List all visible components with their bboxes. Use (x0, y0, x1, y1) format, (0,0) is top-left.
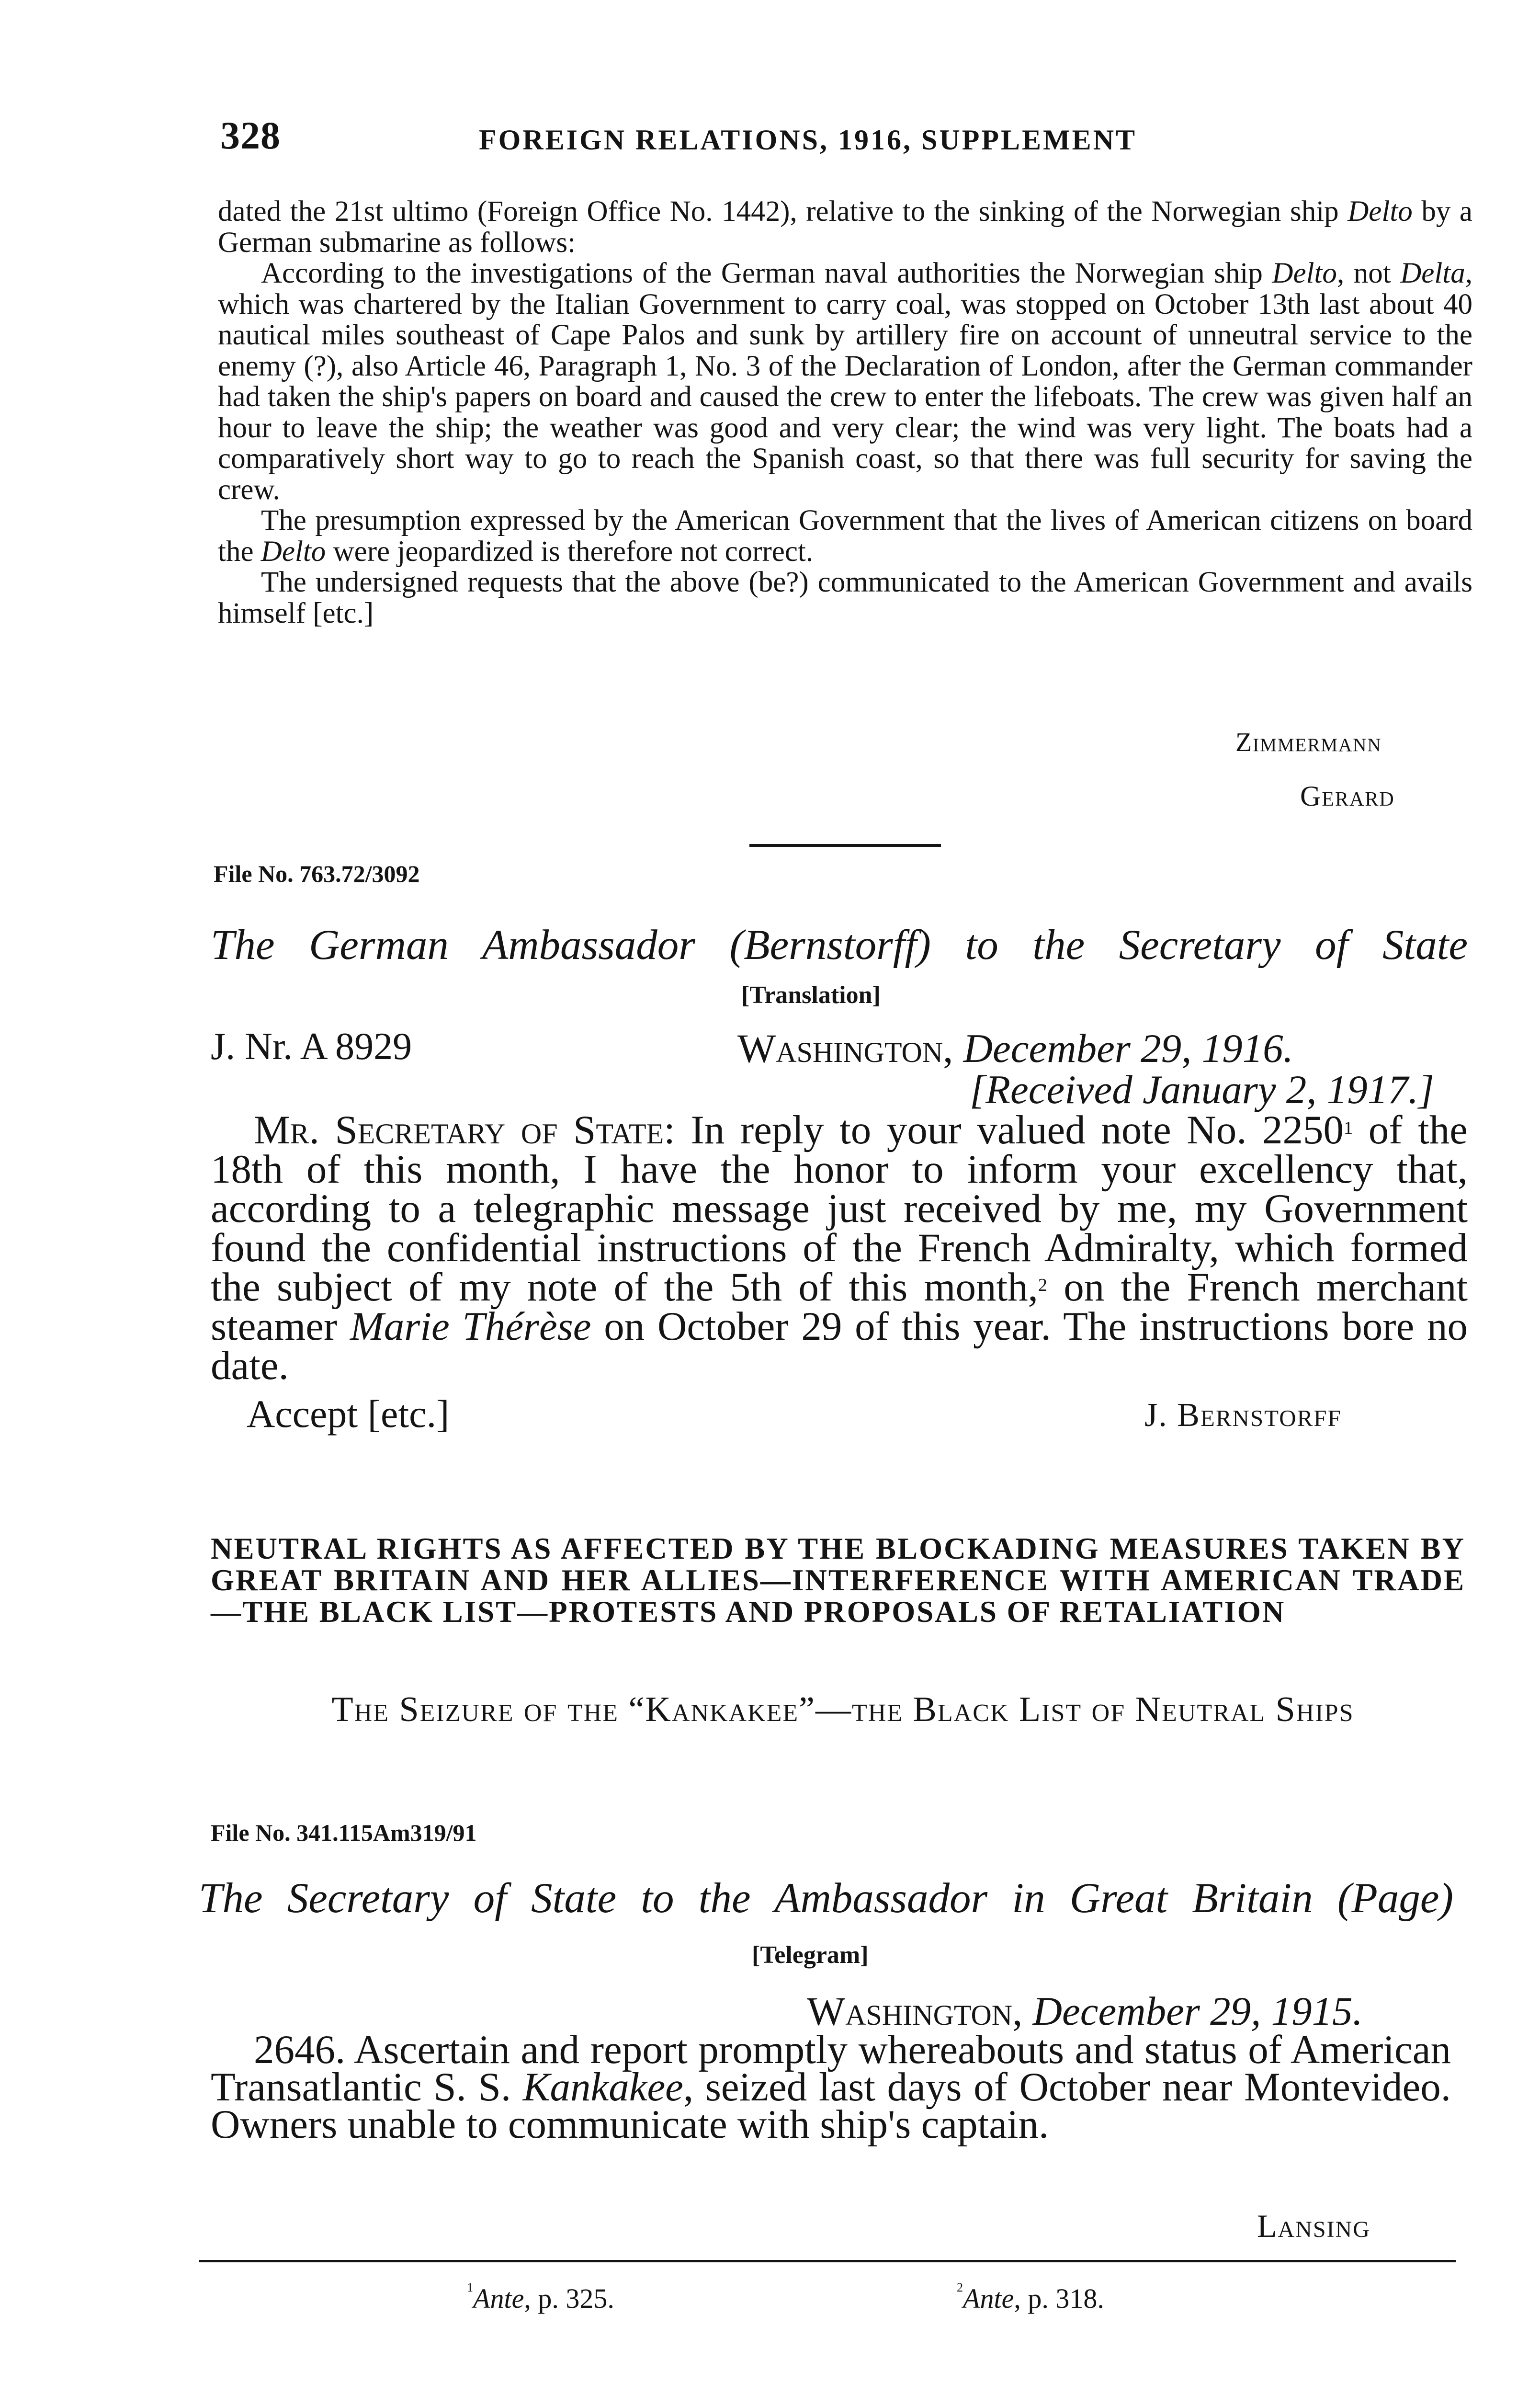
zimmermann-note-text (218, 196, 1472, 629)
document-heading: The German Ambassador (Bernstorff) to the Secretary of State (211, 922, 1468, 969)
footnote-1: $^1$Ante, p. 325. (467, 2281, 614, 2314)
signature-lansing: Lansing (1257, 2208, 1370, 2244)
signature-zimmermann: Zimmermann (1235, 728, 1382, 757)
file-number-telegram: File No. 341.115Am319/91 (211, 1819, 477, 1846)
paragraph-presumption: The presumption expressed by the American Government that the lives of American citizens on board the Delto were jeopardized is therefore not correct. (218, 504, 1472, 568)
page-number: 328 (220, 114, 281, 157)
telegram-body: 2646. Ascertain and report promptly whereabouts and status of American Transatlantic S. S. Kankakee, seized last days of October near Montevideo. Owners unable to communicate with ship's captain. (211, 2027, 1451, 2147)
separator-rule (749, 844, 941, 847)
signature-gerard: Gerard (1300, 780, 1395, 812)
running-title: FOREIGN RELATIONS, 1916, SUPPLEMENT (479, 124, 1137, 156)
translation-tag: [Translation] (741, 981, 881, 1009)
telegram-dateline: Washington, December 29, 1915. (807, 1989, 1363, 2034)
section-subtitle: The Seizure of the “Kankakee”—the Black List of Neutral Ships (331, 1690, 1354, 1729)
salutation: Mr. Secretary of State: (254, 1107, 675, 1152)
paragraph-request: The undersigned requests that the above (be?) communicated to the American Government and avails himself [etc.] (218, 566, 1472, 629)
paragraph-investigation: According to the investigations of the German naval authorities the Norwegian ship Delto, not Delta, which was chartered by the Italian Government to carry coal, was stopped on October 13th last about 40 nautical miles southeast of Cape Palos and sunk by artillery fire on account of unneutral service to the enemy (?), also Article 46, Paragraph 1, No. 3 of the Declaration of London, after the German commander had taken the ship's papers on board and caused the crew to enter the lifeboats. The crew was given half an hour to leave the ship; the weather was good and very clear; the wind was very light. The boats had a comparatively short way to go to reach the Spanish coast, so that there was full security for saving the crew. (218, 257, 1472, 506)
telegram-tag: [Telegram] (752, 1941, 869, 1969)
signature-bernstorff: J. Bernstorff (1144, 1397, 1342, 1434)
bernstorff-letter-body: Mr. Secretary of State: In reply to your valued note No. 2250$^1$ of the 18th of this month, I have the honor to inform your excellency that, according to a telegraphic message just received by me, my Government found the confidential instructions of the French Admiralty, which formed the subject of my note of the 5th of this month,$^2$ on the French merchant steamer Marie Thérèse on October 29 of this year. The instructions bore no date. (211, 1107, 1468, 1388)
telegram-heading: The Secretary of State to the Ambassador in Great Britain (Page) (199, 1875, 1453, 1922)
section-title: NEUTRAL RIGHTS AS AFFECTED BY THE BLOCKADING MEASURES TAKEN BY GREAT BRITAIN AND HER ALLIES—INTERFERENCE WITH AMERICAN TRADE—THE BLACK LIST—PROTESTS AND PROPOSALS OF RETALIATION (211, 1532, 1465, 1629)
dateline: Washington, December 29, 1916. (737, 1026, 1293, 1071)
file-number: File No. 763.72/3092 (214, 860, 420, 887)
reference-number: J. Nr. A 8929 (211, 1026, 412, 1068)
received-date: [Received January 2, 1917.] (970, 1067, 1435, 1112)
footnote-2: $^2$Ante, p. 318. (957, 2281, 1104, 2314)
paragraph-opening: dated the 21st ultimo (Foreign Office No. 1442), relative to the sinking of the Norwegian ship Delto by a German submarine as follows: (218, 195, 1472, 259)
footnote-rule (199, 2260, 1456, 2262)
closing: Accept [etc.] (247, 1392, 450, 1436)
